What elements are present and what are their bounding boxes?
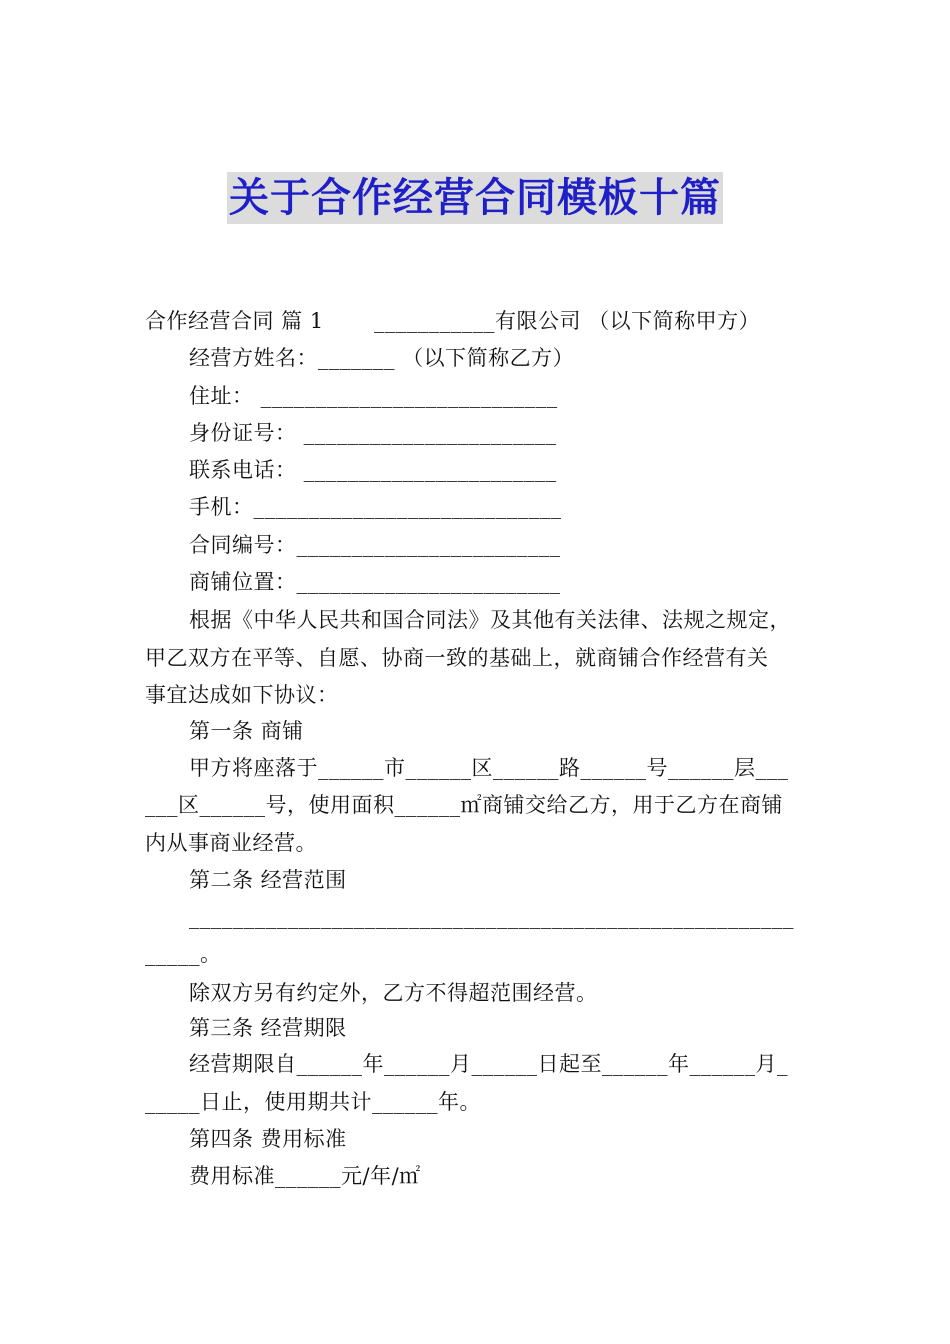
body-line-7: 合同编号：________________________ (189, 533, 561, 557)
body-line-16: 第二条 经营范围 (189, 868, 347, 892)
body-line-2: 经营方姓名：_______ （以下简称乙方） (189, 346, 575, 370)
body-line-1: 合作经营合同 篇 1 ___________有限公司 （以下简称甲方） (145, 309, 761, 333)
body-line-13: 甲方将座落于______市______区______路______号______层___ (189, 756, 789, 780)
body-line-5: 联系电话： _______________________ (189, 458, 557, 482)
body-line-9: 根据《中华人民共和国合同法》及其他有关法律、法规之规定， (189, 608, 791, 632)
body-line-19: 除双方另有约定外，乙方不得超范围经营。 (189, 981, 598, 1005)
body-line-20: 第三条 经营期限 (189, 1016, 347, 1040)
body-line-10: 甲乙双方在平等、自愿、协商一致的基础上，就商铺合作经营有关 (145, 646, 769, 670)
body-line-8: 商铺位置：________________________ (189, 570, 561, 594)
body-line-23: 第四条 费用标准 (189, 1127, 347, 1151)
body-line-3: 住址： ___________________________ (189, 384, 558, 408)
document-title: 关于合作经营合同模板十篇 (227, 172, 723, 224)
body-line-4: 身份证号： _______________________ (189, 421, 557, 445)
body-line-12: 第一条 商铺 (189, 719, 304, 743)
body-line-11: 事宜达成如下协议： (145, 683, 339, 707)
body-line-15: 内从事商业经营。 (145, 831, 317, 855)
body-line-22: _____日止，使用期共计______年。 (145, 1090, 481, 1114)
body-line-18: _____。 (145, 942, 222, 966)
body-line-6: 手机：____________________________ (189, 495, 562, 519)
title-container (0, 172, 950, 224)
body-line-17: _______________________________________________________ (189, 905, 794, 929)
body-line-14: ___区______号，使用面积______㎡商铺交给乙方，用于乙方在商铺 (145, 793, 783, 817)
body-line-24: 费用标准______元/年/㎡ (189, 1164, 421, 1188)
body-line-21: 经营期限自______年______月______日起至______年______月_ (189, 1052, 788, 1076)
